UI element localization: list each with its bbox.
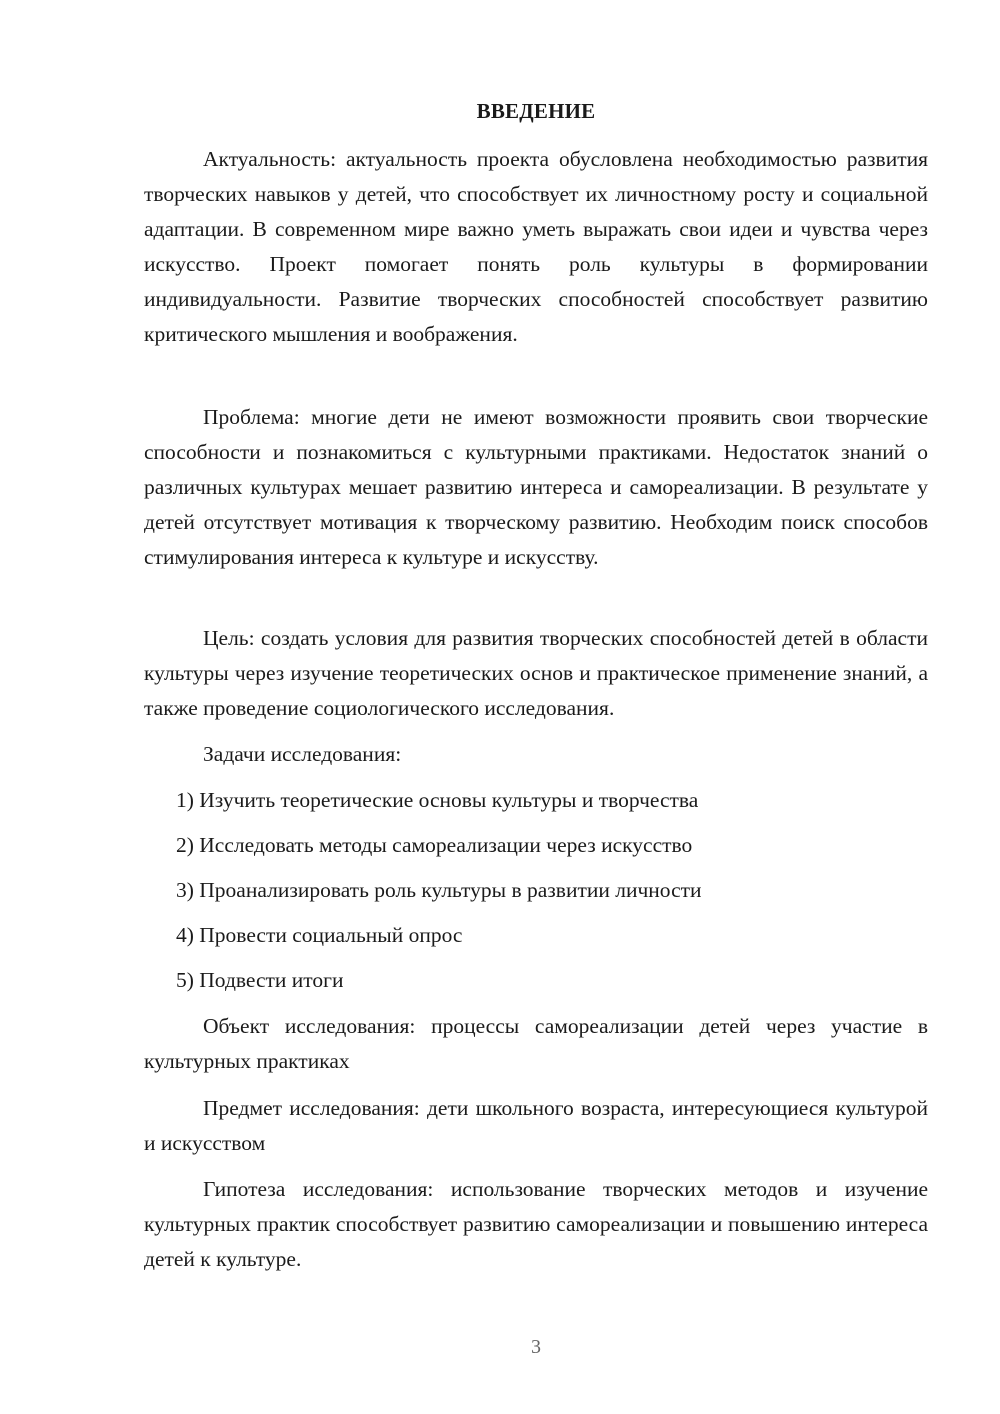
task-item: 3) Проанализировать роль культуры в развитии личности — [176, 878, 702, 902]
document-page — [144, 0, 928, 1414]
task-item: 2) Исследовать методы самореализации через искусство — [176, 833, 693, 857]
section-heading: ВВЕДЕНИЕ — [476, 99, 596, 123]
page-number: 3 — [531, 1336, 541, 1358]
task-item: 5) Подвести итоги — [176, 968, 344, 992]
tasks-title: Задачи исследования: — [203, 742, 402, 766]
object-paragraph: Объект исследования: процессы самореализации детей через участие в культурных практиках — [144, 1014, 928, 1073]
task-item: 1) Изучить теоретические основы культуры и творчества — [176, 788, 699, 812]
subject-paragraph: Предмет исследования: дети школьного возраста, интересующиеся культурой и искусством — [144, 1096, 928, 1155]
task-item: 4) Провести социальный опрос — [176, 923, 463, 947]
problem-paragraph: Проблема: многие дети не имеют возможности проявить свои творческие способности и познакомиться с культурными практиками. Недостаток знаний о различных культурах мешает развитию интереса и самореализации. В результате у детей отсутствует мотивация к творческому развитию. Необходим поиск способов стимулирования интереса к культуре и искусству. — [144, 405, 928, 569]
hypothesis-paragraph: Гипотеза исследования: использование творческих методов и изучение культурных практик способствует развитию самореализации и повышению интереса детей к культуре. — [144, 1177, 928, 1271]
goal-paragraph: Цель: создать условия для развития творческих способностей детей в области культуры через изучение теоретических основ и практическое применение знаний, а также проведение социологического исследования. — [144, 626, 928, 720]
relevance-paragraph: Актуальность: актуальность проекта обусловлена необходимостью развития творческих навыков у детей, что способствует их личностному росту и социальной адаптации. В современном мире важно уметь выражать свои идеи и чувства через искусство. Проект помогает понять роль культуры в формировании индивидуальности. Развитие творческих способностей способствует развитию критического мышления и воображения. — [144, 147, 928, 346]
